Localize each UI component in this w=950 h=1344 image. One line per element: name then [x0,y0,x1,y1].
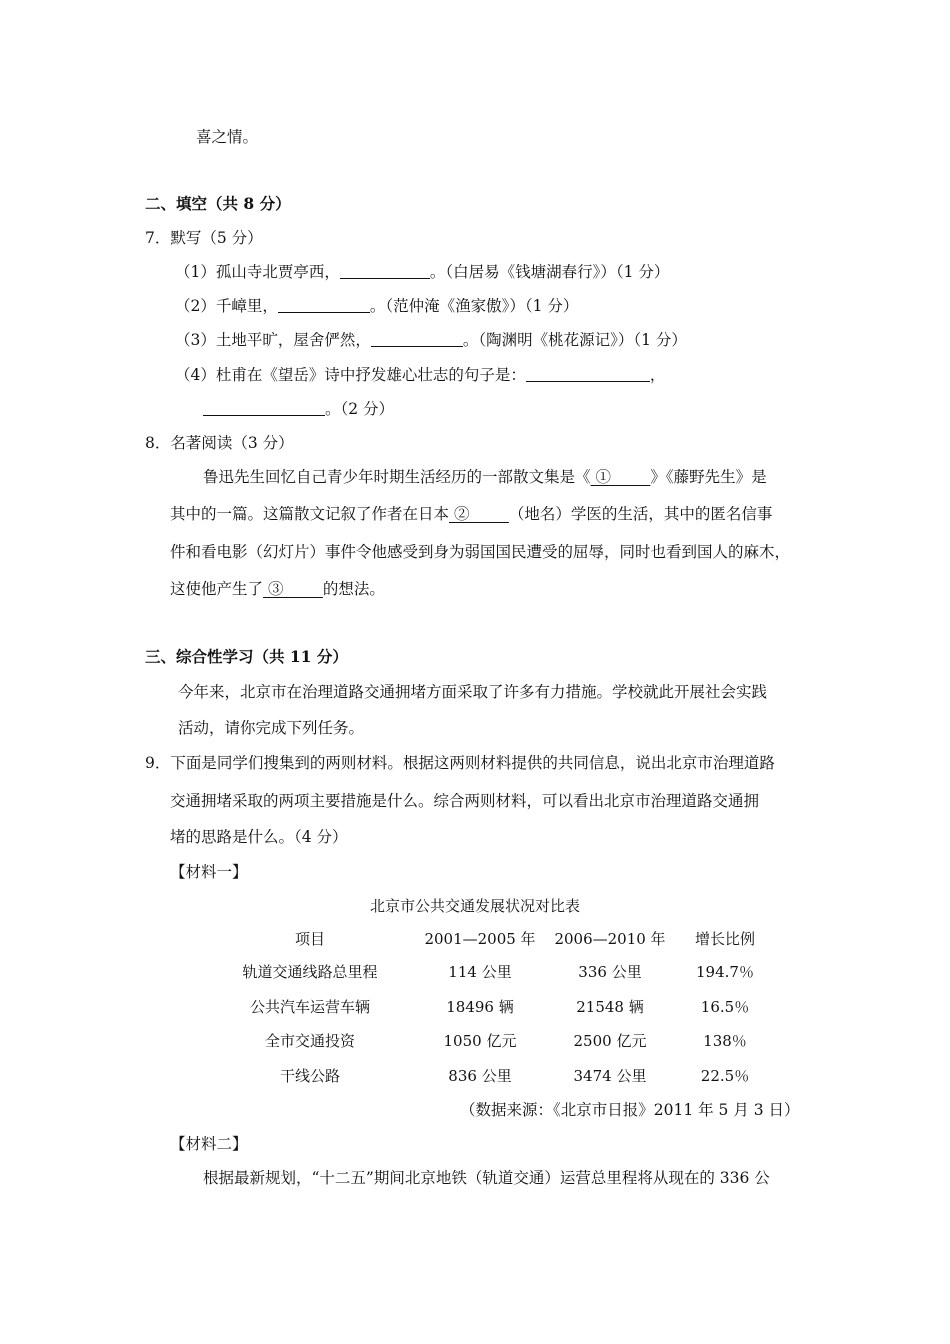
q7-item-1-suffix: 。（白居易《钱塘湖春行》）（1 分） [429,263,670,281]
table-header: 项目 [294,930,325,948]
question-8-stem: 8．名著阅读（3 分） [145,434,294,452]
q7-item-1 [175,262,669,282]
table-cell: 22.5％ [700,1067,750,1085]
table-cell: 138％ [703,1032,747,1050]
q7-item-3-prefix: （3）土地平旷，屋舍俨然， [175,331,371,349]
table-cell: 194.7％ [696,963,754,981]
table-cell: 16.5％ [700,998,750,1016]
q8-blank-3[interactable] [263,580,323,598]
q7-item-4-suffix: ， [649,366,666,384]
q8-blank-1-marker: ① [595,468,611,486]
q7-item-2-answer-blank[interactable] [278,297,370,313]
q8-line-4 [170,579,385,599]
table-cell: 2500 亿元 [573,1032,647,1050]
section-3-intro-2: 活动，请你完成下列任务。 [178,719,365,737]
q7-item-4-continued [203,399,394,419]
q7-item-2-prefix: （2）千嶂里， [175,297,278,315]
material-2-label: 【材料二】 [170,1135,248,1153]
q7-item-4-prefix: （4）杜甫在《望岳》诗中抒发雄心壮志的句子是： [175,366,526,384]
question-9-line-2: 交通拥堵采取的两项主要措施是什么。综合两则材料，可以看出北京市治理道路交通拥 [170,792,760,810]
section-3-intro-1: 今年来，北京市在治理道路交通拥堵方面采取了许多有力措施。学校就此开展社会实践 [178,683,768,701]
q8-line-2-text-b: （地名）学医的生活，其中的匿名信事 [508,505,773,523]
q8-line-2-text: 其中的一篇。这篇散文记叙了作者在日本 [170,505,450,523]
table-cell: 全市交通投资 [264,1032,355,1050]
q8-line-4-text-b: 的想法。 [322,580,385,598]
table-cell: 公共汽车运营车辆 [249,998,370,1016]
q7-item-4-cont-suffix: 。（2 分） [325,400,395,418]
q7-item-3 [175,330,687,350]
table-header: 2006—2010 年 [554,930,666,948]
table-cell: 1050 亿元 [443,1032,517,1050]
material-1-label: 【材料一】 [170,863,248,881]
q7-item-2 [175,296,578,316]
table-cell: 336 公里 [578,963,642,981]
q8-line-3: 件和看电影（幻灯片）事件令他感受到身为弱国国民遭受的屈辱，同时也看到国人的麻木， [170,543,791,561]
continued-text: 喜之情。 [196,128,259,146]
q7-item-3-suffix: 。（陶渊明《桃花源记》）（1 分） [462,331,687,349]
q8-blank-1[interactable] [591,468,651,486]
question-9-line-1: 9．下面是同学们搜集到的两则材料。根据这两则材料提供的共同信息，说出北京市治理道路 [145,754,775,772]
q7-item-4 [175,365,665,385]
table-cell: 21548 辆 [576,998,644,1016]
table-header: 2001—2005 年 [424,930,536,948]
table-cell: 18496 辆 [446,998,514,1016]
material-2-text: 根据最新规划，“十二五”期间北京地铁（轨道交通）运营总里程将从现在的 336 公 [203,1169,770,1187]
q8-line-1-text-b: 》《藤野先生》是 [650,468,767,486]
section-2-title: 二、填空（共 8 分） [145,194,291,213]
q7-item-1-prefix: （1）孤山寺北贾亭西， [175,263,340,281]
q7-item-3-answer-blank[interactable] [371,331,463,347]
q8-line-2 [170,504,772,524]
q8-blank-3-marker: ③ [267,580,284,598]
table-source: （数据来源：《北京市日报》2011 年 5 月 3 日） [460,1101,800,1119]
q8-blank-2-marker: ② [453,505,470,523]
q8-line-4-text: 这使他产生了 [170,580,264,598]
q8-line-1 [203,467,767,487]
table-title: 北京市公共交通发展状况对比表 [369,897,580,915]
q8-blank-2[interactable] [449,505,509,523]
table-cell: 轨道交通线路总里程 [242,963,378,981]
q7-item-2-suffix: 。（范仲淹《渔家傲》）（1 分） [369,297,579,315]
question-7-stem: 7．默写（5 分） [145,229,263,247]
q7-item-4-answer-blank-2[interactable] [203,400,325,416]
table-cell: 3474 公里 [573,1067,647,1085]
question-9-line-3: 堵的思路是什么。（4 分） [170,828,348,846]
table-cell: 干线公路 [279,1067,340,1085]
q7-item-4-answer-blank-1[interactable] [526,366,650,382]
q7-item-1-answer-blank[interactable] [340,263,430,279]
section-3-title: 三、综合性学习（共 11 分） [145,647,348,666]
table-cell: 836 公里 [448,1067,512,1085]
table-cell: 114 公里 [448,963,512,981]
table-header: 增长比例 [694,930,755,948]
q8-line-1-text: 鲁迅先生回忆自己青少年时期生活经历的一部散文集是《 [203,468,591,486]
